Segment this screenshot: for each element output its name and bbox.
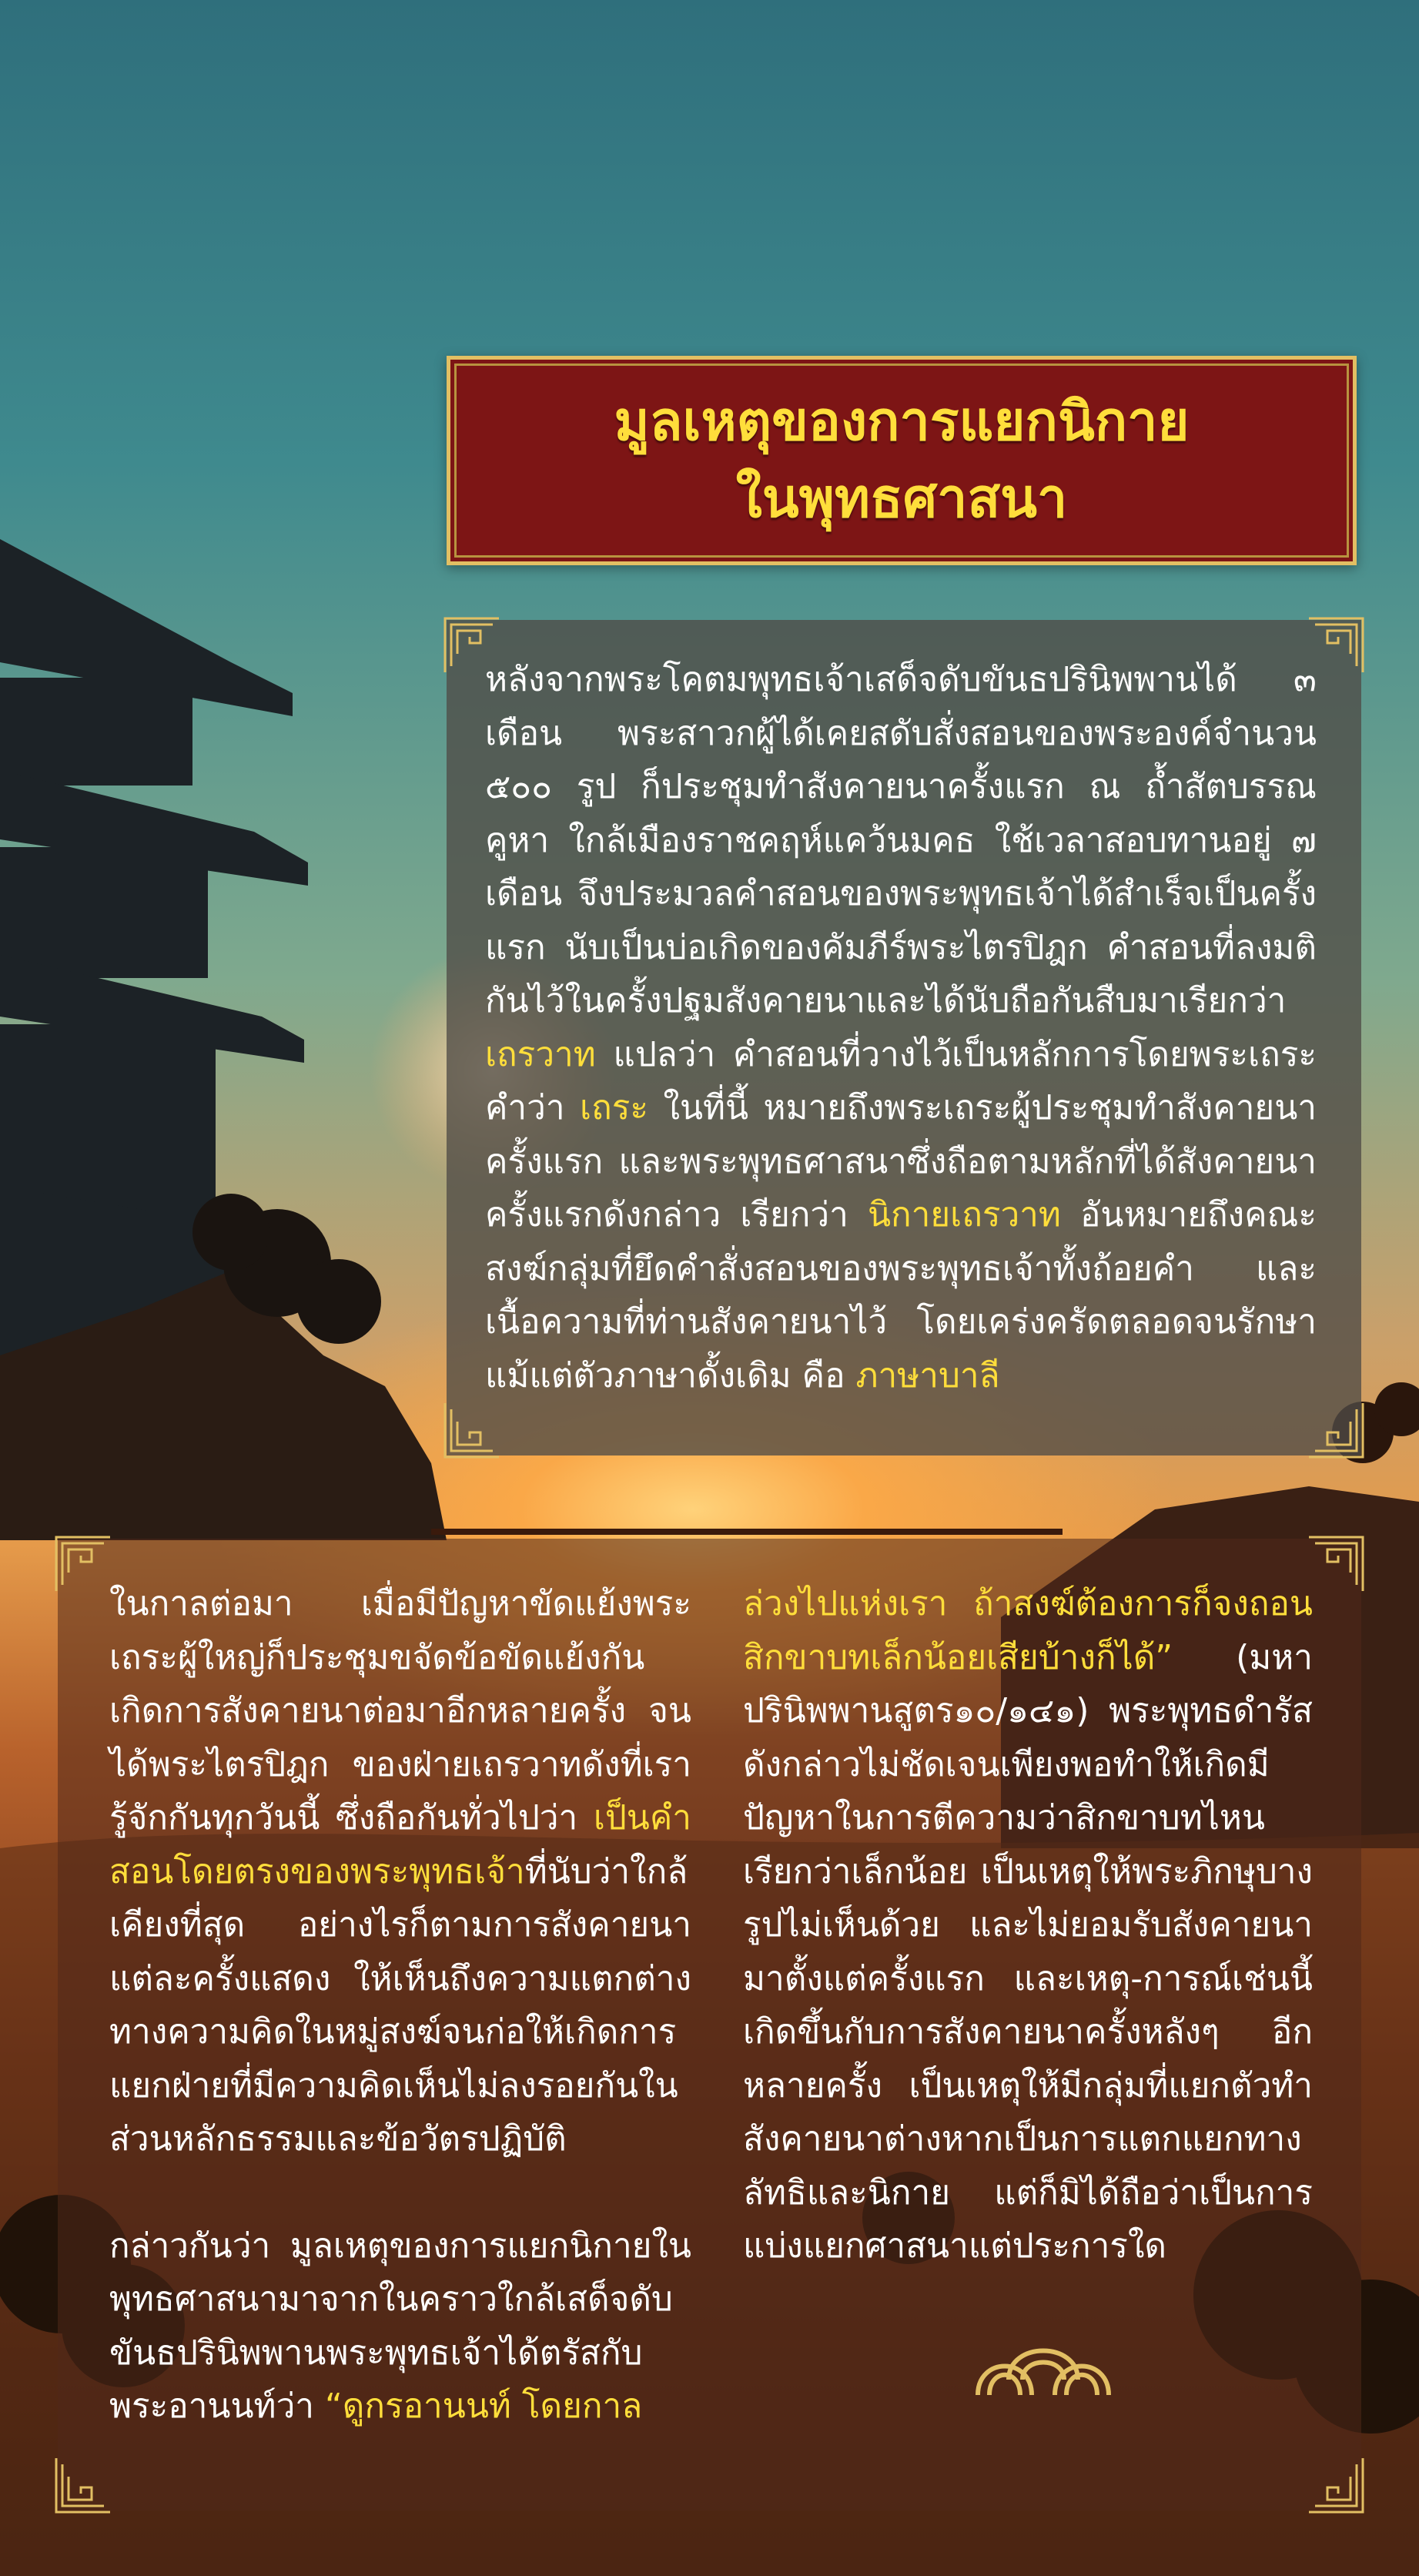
right-text-1: (มหาปรินิพพานสูตร๑๐/๑๔๑) พระพุทธดำรัสดังกล่าวไม่ชัดเจนเพียงพอทำให้เกิดมีปัญหาในการตีความว่าสิกขาบทไหนเรียกว่าเล็กน้อย เป็นเหตุให้พระภิกษุบางรูปไม่เห็นด้วย และไม่ยอมรับสังคายนามาตั้งแต่ครั้งแรก และเหตุ-การณ์เช่นนี้ เกิดขึ้นกับการสังคายนาครั้งหลังๆ อีกหลายครั้ง เป็นเหตุให้มีกลุ่มที่แยกตัวทำสังคายนาต่างหากเป็นการแตกแยกทางลัทธิและนิกาย แต่ก็มิได้ถือว่าเป็นการแบ่งแยกศาสนาแต่ประการใด	[743, 1637, 1313, 2266]
left-text-2: ที่นับว่าใกล้เคียงที่สุด อย่างไรก็ตามการสังคายนาแต่ละครั้งแสดง ให้เห็นถึงความแตกต่างทางความคิดในหมู่สงฆ์จนก่อให้เกิดการแยกฝ่ายที่มีความคิดเห็นไม่ลงรอยกันในส่วนหลักธรรมและข้อวัตรปฏิบัติ	[109, 1851, 691, 2159]
paragraph-gap	[109, 2166, 691, 2219]
term-direct-teaching: เป็นคำสอนโดยตรงของพระพุทธเจ้า	[109, 1798, 691, 1891]
lower-left-column	[109, 1577, 691, 2434]
corner-ornament-icon	[1306, 2455, 1366, 2515]
lower-right-column	[743, 1577, 1313, 2273]
upper-text-1: หลังจากพระโคตมพุทธเจ้าเสด็จดับขันธปรินิพพานได้ ๓ เดือน พระสาวกผู้ได้เคยสดับสั่งสอนของพระองค์จำนวน ๕๐๐ รูป ก็ประชุมทำสังคายนาครั้งแรก ณ ถ้ำสัตบรรณคูหา ใกล้เมืองราชคฤห์แคว้นมคธ ใช้เวลาสอบทานอยู่ ๗ เดือน จึงประมวลคำสอนของพระพุทธเจ้าได้สำเร็จเป็นครั้ง แรก นับเป็นบ่อเกิดของคัมภีร์พระไตรปิฎก คำสอนที่ลงมติกันไว้ในครั้งปฐมสังคายนาและได้นับถือกันสืบมาเรียกว่า	[485, 660, 1317, 1020]
corner-ornament-icon	[53, 2455, 113, 2515]
title-line-1: มูลเหตุของการแยกนิกาย	[614, 390, 1190, 453]
term-theravada: เถรวาท	[485, 1034, 596, 1074]
upper-paragraph	[485, 653, 1317, 1402]
upper-text-2: แปลว่า คำสอนที่วางไว้เป็นหลักการโดยพระเถระ คำว่า	[485, 1034, 1317, 1127]
corner-ornament-icon	[442, 1400, 502, 1460]
term-thera: เถระ	[580, 1088, 648, 1127]
left-text-1: ในกาลต่อมา เมื่อมีปัญหาขัดแย้งพระเถระผู้ใหญ่ก็ประชุมขจัดข้อขัดแย้งกัน เกิดการสังคายนาต่อมาอีกหลายครั้ง จนได้พระไตรปิฎก ของฝ่ายเถรวาทดังที่เรารู้จักกันทุกวันนี้ ซึ่งถือกันทั่วไปว่า	[109, 1584, 691, 1837]
title-banner	[447, 356, 1357, 565]
quote-end: ล่วงไปแห่งเรา ถ้าสงฆ์ต้องการก็จงถอนสิกขาบทเล็กน้อยเสียบ้างก็ได้”	[743, 1584, 1313, 1677]
title-line-2: ในพุทธศาสนา	[735, 467, 1068, 530]
gold-wave-emblem-icon	[962, 2333, 1124, 2403]
corner-ornament-icon	[1306, 1534, 1366, 1594]
left-text-3: กล่าวกันว่า มูลเหตุของการแยกนิกายในพุทธศาสนามาจากในคราวใกล้เสด็จดับขันธปรินิพพานพระพุทธเจ้าได้ตรัสกับพระอานนท์ว่า	[109, 2226, 691, 2426]
corner-ornament-icon	[1306, 1400, 1366, 1460]
term-nikaya-theravada: นิกายเถรวาท	[867, 1195, 1061, 1234]
corner-ornament-icon	[53, 1534, 113, 1594]
term-pali: ภาษาบาลี	[855, 1355, 1000, 1395]
upper-text-3: ในที่นี้ หมายถึงพระเถระผู้ประชุมทำสังคายนาครั้งแรก และพระพุทธศาสนาซึ่งถือตามหลักที่ได้สังคายนาครั้งแรกดังกล่าว เรียกว่า	[485, 1088, 1317, 1234]
upper-text-4: อันหมายถึงคณะสงฆ์กลุ่มที่ยึดคำสั่งสอนของพระพุทธเจ้าทั้งถ้อยคำ และเนื้อความที่ท่านสังคายนาไว้ โดยเคร่งครัดตลอดจนรักษาแม้แต่ตัวภาษาดั้งเดิม คือ	[485, 1195, 1317, 1395]
quote-start: “ดูกรอานนท์ โดยกาล	[324, 2387, 643, 2426]
